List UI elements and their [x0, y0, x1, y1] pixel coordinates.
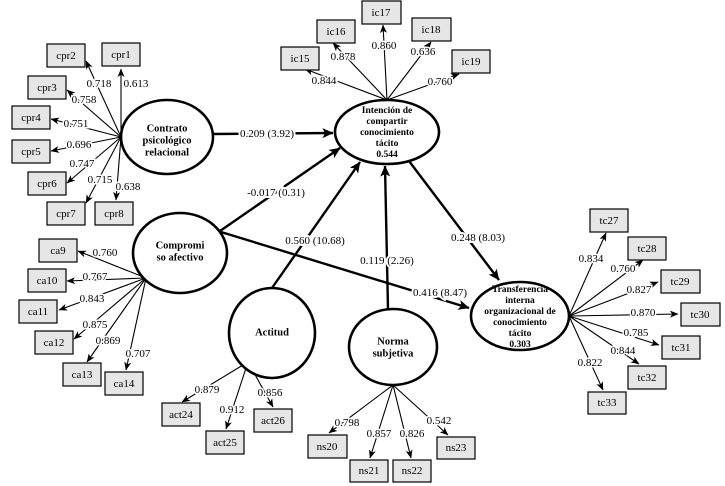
indicator-ca10-label: ca10 — [36, 275, 58, 287]
arrow-tc30 — [569, 314, 678, 316]
loading-tc31: 0.785 — [623, 327, 649, 339]
path-label-compromiso-transferencia: 0.416 (8.47) — [412, 287, 468, 299]
indicator-ic16-label: ic16 — [326, 26, 346, 38]
indicator-cpr7-label: cpr7 — [56, 208, 76, 220]
loading-ns22: 0.826 — [399, 428, 425, 440]
indicator-ic15-label: ic15 — [290, 53, 310, 65]
latent-contrato-label-2: psicológico — [142, 135, 192, 147]
arrow-ns22 — [393, 385, 411, 458]
indicator-ca12-label: ca12 — [43, 337, 65, 349]
latent-transferencia-label-3: organizacional de — [484, 307, 556, 317]
latent-compromiso-label-1: Compromi — [155, 240, 205, 252]
indicator-ca11-label: ca11 — [27, 306, 49, 318]
latent-actitud-label: Actitud — [255, 327, 289, 339]
loading-ns21: 0.857 — [366, 428, 392, 440]
latent-transferencia-label-1: Transferencia — [491, 285, 549, 295]
indicator-tc32-label: tc32 — [637, 372, 657, 384]
loading-ca11: 0.843 — [79, 293, 105, 305]
path-label-norma-intencion: 0.119 (2.26) — [360, 255, 414, 267]
indicator-act26-label: act26 — [261, 415, 285, 427]
loading-tc28: 0.760 — [610, 263, 636, 275]
indicator-boxes — [12, 1, 720, 482]
latent-transferencia-label-5: tácito — [508, 329, 532, 339]
indicator-cpr1-label: cpr1 — [111, 49, 131, 61]
latent-intencion-label-2: compartir — [366, 117, 408, 127]
loading-ca12: 0.875 — [82, 319, 108, 331]
loading-cpr6: 0.747 — [69, 158, 95, 170]
loading-ic18: 0.636 — [410, 46, 436, 58]
loading-ns23: 0.542 — [426, 415, 452, 427]
indicator-tc28-label: tc28 — [637, 243, 657, 255]
loading-cpr1: 0.613 — [123, 78, 149, 90]
path-label-compromiso-intencion: -0.017 (0.31) — [247, 187, 305, 199]
loading-tc32: 0.844 — [610, 345, 636, 357]
indicator-cpr2-label: cpr2 — [56, 50, 76, 62]
structural-paths — [213, 133, 499, 309]
path-intencion-transferencia — [409, 161, 499, 280]
indicator-tc27-label: tc27 — [599, 215, 619, 227]
loading-tc33: 0.822 — [577, 357, 603, 369]
path-label-actitud-intencion: 0.560 (10.68) — [285, 235, 345, 247]
path-actitud-intencion — [272, 162, 360, 288]
loading-ns20: 0.798 — [334, 417, 360, 429]
latent-intencion-label-3: conocimiento — [360, 128, 414, 138]
indicator-ca13-label: ca13 — [71, 369, 93, 381]
arrow-act25 — [226, 362, 248, 429]
loading-act25: 0.912 — [219, 404, 245, 416]
loading-ic16: 0.878 — [330, 51, 356, 63]
loading-cpr5: 0.696 — [66, 139, 92, 151]
indicator-ns23-label: ns23 — [445, 442, 467, 454]
loading-tc30: 0.870 — [630, 307, 656, 319]
indicator-tc31-label: tc31 — [671, 342, 691, 354]
indicator-ca9-label: ca9 — [50, 245, 66, 257]
indicator-ns21-label: ns21 — [358, 465, 380, 477]
latent-contrato-label-1: Contrato — [146, 123, 188, 135]
indicator-ic17-label: ic17 — [371, 7, 391, 19]
latent-intencion-label-1: Intención de — [361, 106, 413, 116]
path-label-contrato-intencion: 0.209 (3.92) — [239, 128, 295, 140]
indicator-cpr4-label: cpr4 — [21, 112, 41, 124]
path-norma-intencion — [385, 166, 388, 309]
indicator-tc30-label: tc30 — [690, 309, 710, 321]
indicator-act24-label: act24 — [169, 409, 193, 421]
latent-intencion-r2: 0.544 — [376, 150, 398, 160]
loading-cpr3: 0.758 — [71, 94, 97, 106]
loading-ca10: 0.767 — [82, 271, 108, 283]
loading-ic15: 0.844 — [311, 75, 337, 87]
arrow-act24 — [182, 362, 248, 402]
indicator-ns20-label: ns20 — [316, 441, 338, 453]
loading-cpr4: 0.751 — [63, 118, 89, 130]
loading-cpr2: 0.718 — [86, 78, 112, 90]
loading-cpr7: 0.715 — [87, 174, 113, 186]
loading-act24: 0.879 — [194, 384, 220, 396]
arrow-ic17 — [383, 25, 387, 100]
latent-contrato-label-3: relacional — [144, 147, 190, 159]
loading-ca9: 0.760 — [92, 247, 118, 259]
loading-act26: 0.856 — [257, 387, 283, 399]
indicator-cpr3-label: cpr3 — [37, 82, 57, 94]
latent-transferencia-label-2: interna — [505, 296, 535, 306]
indicator-act25-label: act25 — [213, 437, 237, 449]
latent-norma-label-1: Norma — [377, 336, 409, 348]
indicator-ic18-label: ic18 — [421, 24, 441, 36]
indicator-tc29-label: tc29 — [670, 276, 690, 288]
indicator-tc33-label: tc33 — [597, 397, 617, 409]
loading-tc27: 0.834 — [578, 253, 604, 265]
loading-ca13: 0.869 — [95, 335, 121, 347]
indicator-cpr5-label: cpr5 — [21, 146, 41, 158]
indicator-ca14-label: ca14 — [113, 378, 135, 390]
loading-tc29: 0.827 — [626, 284, 652, 296]
arrow-ns21 — [370, 385, 393, 458]
latent-compromiso-label-2: so afectivo — [156, 252, 204, 264]
latent-intencion-label-4: tácito — [375, 139, 399, 149]
indicator-cpr6-label: cpr6 — [37, 178, 57, 190]
loading-ca14: 0.707 — [125, 348, 151, 360]
latent-transferencia-r2: 0.303 — [509, 340, 531, 350]
loading-ic19: 0.760 — [427, 76, 453, 88]
loading-cpr8: 0.638 — [115, 181, 141, 193]
latent-transferencia-label-4: conocimiento — [493, 318, 547, 328]
indicator-ic19-label: ic19 — [461, 56, 481, 68]
path-label-intencion-transferencia: 0.248 (8.03) — [450, 232, 506, 244]
latent-norma-label-2: subjetiva — [372, 348, 414, 360]
loading-ic17: 0.860 — [371, 40, 397, 52]
indicator-ns22-label: ns22 — [401, 465, 423, 477]
indicator-cpr8-label: cpr8 — [104, 208, 124, 220]
